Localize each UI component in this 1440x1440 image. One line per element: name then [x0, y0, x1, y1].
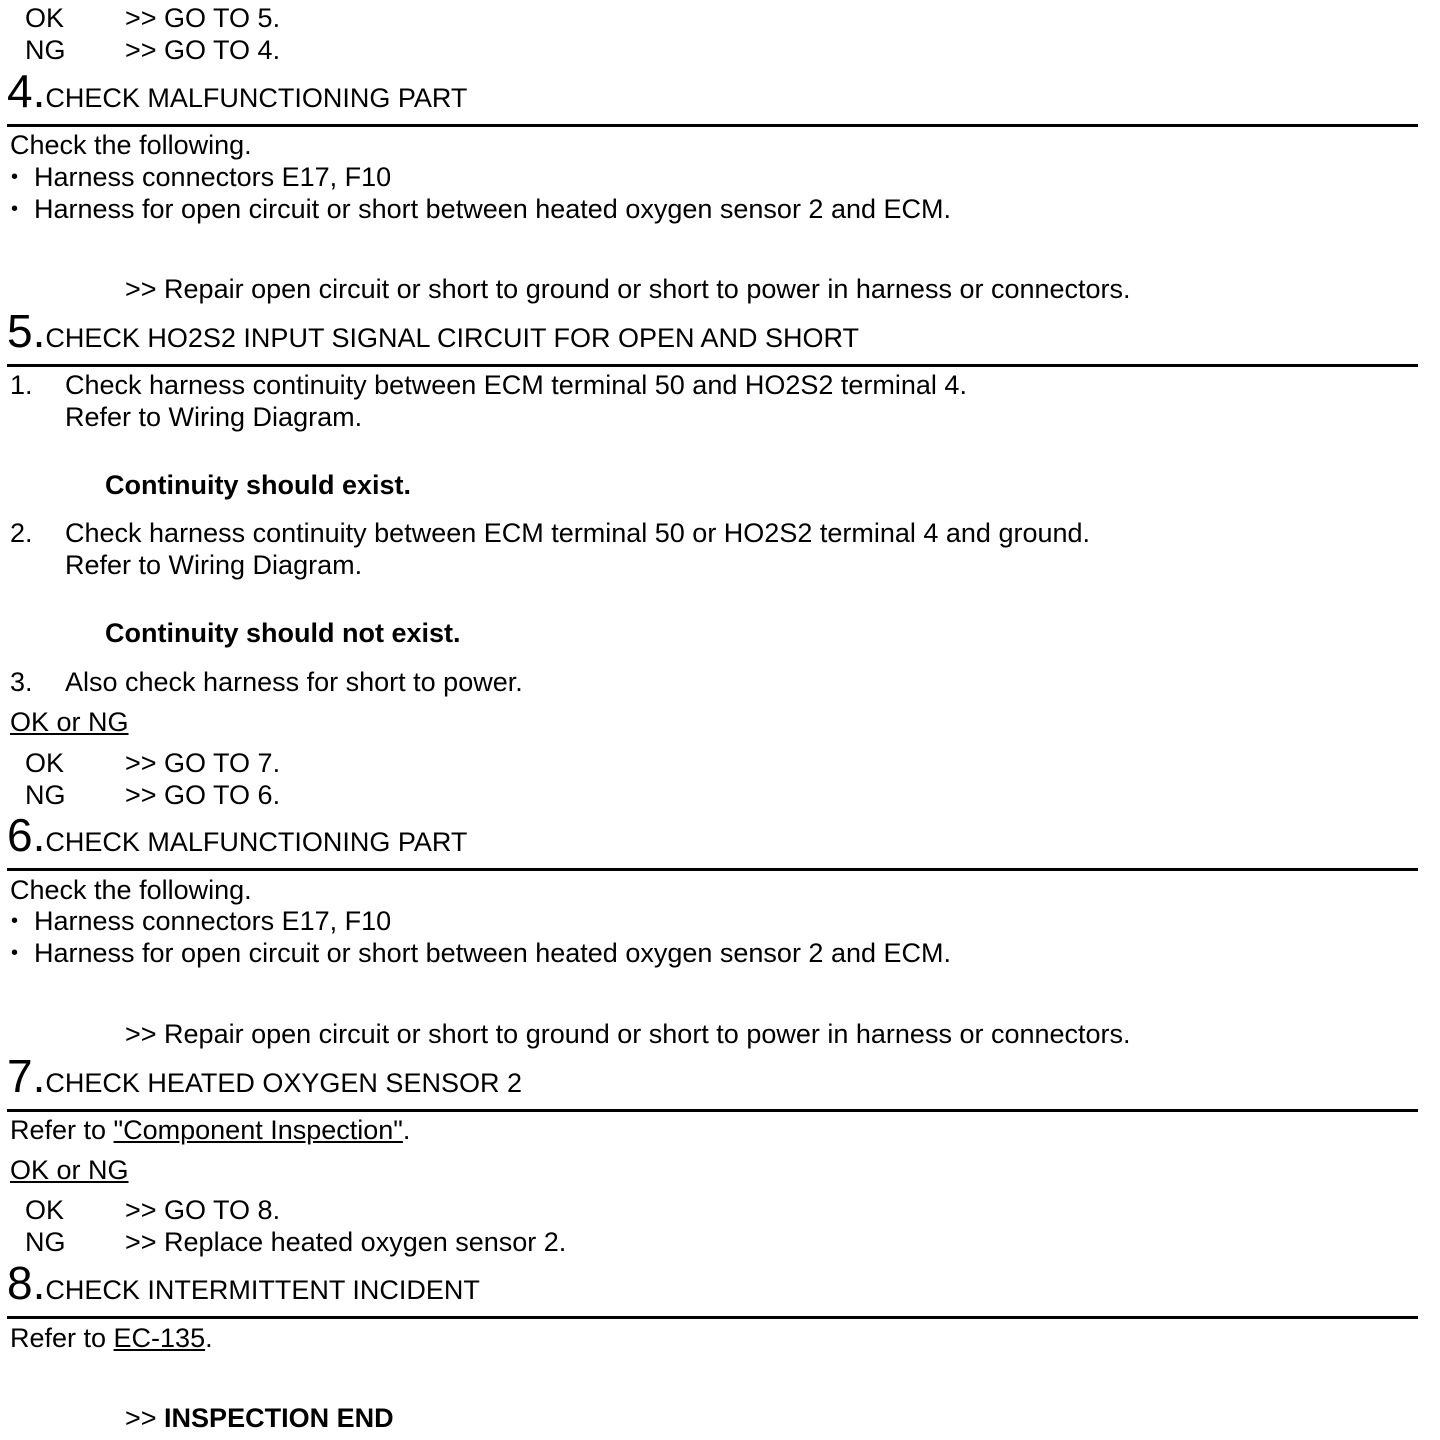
spec-text: Continuity should exist.: [105, 470, 412, 500]
divider: [7, 124, 1418, 127]
step-5-heading: [7, 305, 860, 357]
step-number: 5.: [7, 305, 46, 357]
step-number: 6.: [7, 809, 46, 861]
inspection-end: [125, 1402, 394, 1434]
step-8-heading: [7, 1257, 480, 1309]
step-number: 7.: [7, 1050, 46, 1102]
step-6-heading: [7, 809, 468, 861]
refer-line: [10, 1322, 213, 1354]
ng-label: NG: [25, 1227, 66, 1257]
ok-label: OK: [25, 1195, 65, 1225]
step-number: 4.: [7, 65, 46, 117]
item-text: Check harness continuity between ECM terminal 50 and HO2S2 terminal 4.: [65, 370, 967, 400]
step-number: 8.: [7, 1257, 46, 1309]
item-text: Check harness continuity between ECM terminal 50 or HO2S2 terminal 4 and ground.: [65, 518, 1091, 548]
spec-text: Continuity should not exist.: [105, 618, 461, 648]
list-item: • Harness for open circuit or short between heated oxygen sensor 2 and ECM.: [34, 193, 951, 225]
item-number: 2.: [10, 518, 33, 548]
step-title: CHECK MALFUNCTIONING PART: [45, 827, 468, 857]
divider: [7, 1109, 1418, 1112]
ok-action: >> GO TO 8.: [125, 1195, 281, 1225]
ng-action: >> GO TO 4.: [125, 35, 281, 65]
ok-label: OK: [25, 3, 65, 33]
refer-prefix: Refer to: [10, 1323, 114, 1353]
list-item: • Harness connectors E17, F10: [34, 905, 391, 937]
refer-suffix: .: [205, 1323, 213, 1353]
step-4-result: >> Repair open circuit or short to ground or short to power in harness or connectors.: [125, 274, 1131, 304]
ng-label: NG: [25, 780, 66, 810]
divider: [7, 364, 1418, 367]
item-number: 1.: [10, 370, 33, 400]
step-6-result: >> Repair open circuit or short to ground or short to power in harness or connectors.: [125, 1019, 1131, 1049]
step-title: CHECK INTERMITTENT INCIDENT: [45, 1275, 480, 1305]
divider: [7, 1316, 1418, 1319]
step-title: CHECK HO2S2 INPUT SIGNAL CIRCUIT FOR OPEN AND SHORT: [45, 323, 860, 353]
step-title: CHECK MALFUNCTIONING PART: [45, 83, 468, 113]
ec-135-link[interactable]: EC-135: [113, 1323, 206, 1353]
component-inspection-link[interactable]: "Component Inspection": [113, 1115, 403, 1145]
item-number: 3.: [10, 667, 33, 697]
step-title: CHECK HEATED OXYGEN SENSOR 2: [45, 1068, 522, 1098]
ng-label: NG: [25, 35, 66, 65]
end-label: INSPECTION END: [164, 1403, 394, 1433]
ok-or-ng-link[interactable]: OK or NG: [10, 1155, 129, 1185]
list-item: • Harness connectors E17, F10: [34, 161, 391, 193]
step-6-intro: Check the following.: [10, 875, 252, 905]
item-text: Refer to Wiring Diagram.: [65, 550, 363, 580]
divider: [7, 868, 1418, 871]
list-item: • Harness for open circuit or short between heated oxygen sensor 2 and ECM.: [34, 937, 951, 969]
ok-or-ng-link[interactable]: OK or NG: [10, 707, 129, 737]
step-7-heading: [7, 1050, 522, 1102]
item-text: Also check harness for short to power.: [65, 667, 523, 697]
refer-suffix: .: [402, 1115, 411, 1145]
end-prefix: >>: [125, 1403, 165, 1433]
refer-prefix: Refer to: [10, 1115, 114, 1145]
ok-action: >> GO TO 7.: [125, 748, 281, 778]
ok-label: OK: [25, 748, 65, 778]
step-4-heading: [7, 65, 468, 117]
ng-action: >> GO TO 6.: [125, 780, 281, 810]
step-4-intro: Check the following.: [10, 130, 252, 160]
ng-action: >> Replace heated oxygen sensor 2.: [125, 1227, 567, 1257]
item-text: Refer to Wiring Diagram.: [65, 402, 363, 432]
ok-action: >> GO TO 5.: [125, 3, 281, 33]
refer-line: [10, 1114, 410, 1146]
